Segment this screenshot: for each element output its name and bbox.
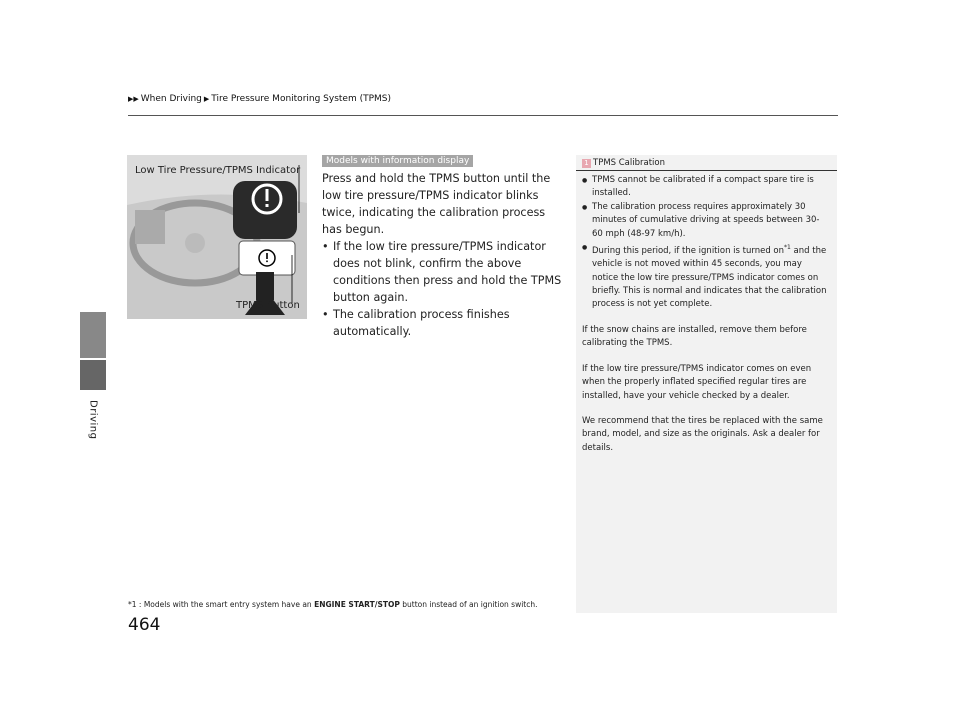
panel-title: TPMS Calibration xyxy=(593,158,665,168)
footnote: *1 : Models with the smart entry system have an ENGINE START/STOP button instead of an ignition switch. xyxy=(128,600,538,609)
page-number: 464 xyxy=(128,615,161,635)
panel-paragraph: If the snow chains are installed, remove them before calibrating the TPMS. xyxy=(582,324,807,349)
footnote-ref[interactable]: *1 xyxy=(784,244,791,252)
panel-paragraph: We recommend that the tires be replaced with the same brand, model, and size as the originals. Ask a dealer for details. xyxy=(582,415,823,453)
dashboard-illustration xyxy=(127,155,307,319)
main-text xyxy=(322,170,562,340)
breadcrumb-item-tpms[interactable]: Tire Pressure Monitoring System (TPMS) xyxy=(211,94,392,104)
figure-label-indicator: Low Tire Pressure/TPMS Indicator xyxy=(135,165,301,176)
breadcrumb xyxy=(128,94,391,104)
side-tab xyxy=(80,360,106,390)
main-paragraph: Press and hold the TPMS button until the low tire pressure/TPMS indicator blinks twice, indicating the calibration process has begun. xyxy=(322,172,551,236)
panel-heading xyxy=(582,158,665,168)
breadcrumb-item-when-driving[interactable]: When Driving xyxy=(140,94,202,104)
header-rule xyxy=(128,115,838,116)
figure-label-button: TPMS Button xyxy=(236,300,300,311)
list-item: • If the low tire pressure/TPMS indicator does not blink, confirm the above conditions then press and hold the TPMS button again. xyxy=(322,238,562,306)
list-item: • The calibration process finishes automatically. xyxy=(322,306,562,340)
models-badge: Models with information display xyxy=(322,155,473,167)
list-item: ● During this period, if the ignition is turned $on^{*1}$ and the vehicle is not moved within 45 seconds, you may notice the low tire pressure/TPMS indicator comes on briefly. This is normal and indicates that the calibration process is not yet complete. xyxy=(582,241,830,312)
triangle-icon: ▶ xyxy=(203,95,210,103)
panel-body xyxy=(582,174,830,455)
dashboard-drawing xyxy=(127,155,307,319)
panel-rule xyxy=(576,170,837,171)
list-item: ● TPMS cannot be calibrated if a compact spare tire is installed. xyxy=(582,174,830,201)
reference-mark-icon: 1 xyxy=(582,159,591,168)
panel-paragraph: If the low tire pressure/TPMS indicator comes on even when the properly inflated specified regular tires are installed, have your vehicle checked by a dealer. xyxy=(582,363,812,401)
triangle-icon: ▶▶ xyxy=(128,95,139,103)
list-item: ● The calibration process requires approximately 30 minutes of cumulative driving at speeds between 30-60 mph (48-97 km/h). xyxy=(582,201,830,241)
side-tab-accent xyxy=(80,312,106,358)
side-tab-label: Driving xyxy=(87,400,99,440)
main-bullets xyxy=(322,238,562,340)
